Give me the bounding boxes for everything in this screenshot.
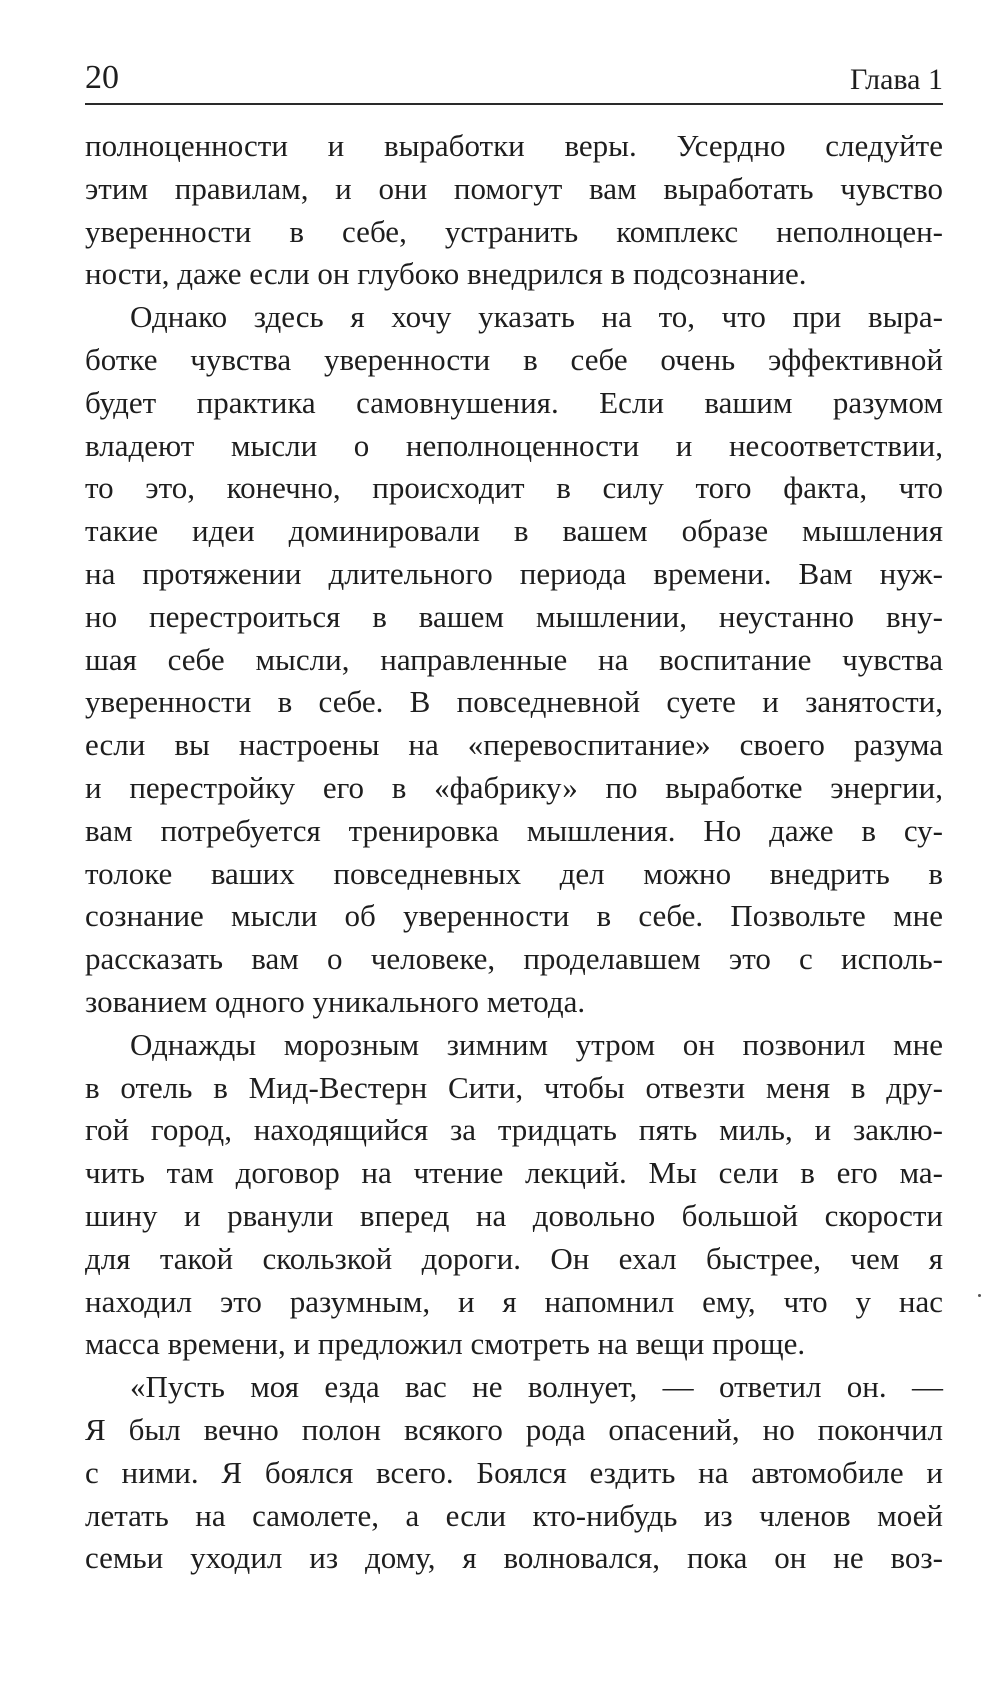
text-line: Я был вечно полон всякого рода опасений, но покончил (85, 1411, 943, 1447)
paragraph-2 (85, 296, 943, 1024)
text-line: вам потребуется тренировка мышления. Но даже в су- (85, 812, 943, 848)
text-line: рассказать вам о человеке, проделавшем это с исполь- (85, 941, 943, 977)
text-line: на протяжении длительного периода времени. Вам нуж- (85, 555, 943, 591)
margin-speck (978, 1294, 981, 1297)
chapter-title: Глава 1 (850, 63, 943, 96)
text-line: ности, даже если он глубоко внедрился в подсознание. (85, 256, 807, 292)
text-line: ботке чувства уверенности в себе очень эффективной (85, 341, 943, 377)
paragraph-3 (85, 1024, 943, 1366)
paragraph-1 (85, 125, 943, 296)
text-line: полноценности и выработки веры. Усердно следуйте (85, 128, 943, 163)
text-line: то это, конечно, происходит в силу того факта, что (85, 470, 943, 506)
text-line: шая себе мысли, направленные на воспитание чувства (85, 641, 943, 677)
text-line: находил это разумным, и я напомнил ему, что у нас (85, 1283, 943, 1319)
text-line: но перестроиться в вашем мышлении, неустанно вну- (85, 598, 943, 634)
text-line: толоке ваших повседневных дел можно внедрить в (85, 855, 943, 891)
text-line: для такой скользкой дороги. Он ехал быстрее, чем я (85, 1240, 943, 1276)
text-line: этим правилам, и они помогут вам выработать чувство (85, 170, 943, 206)
running-header (85, 55, 943, 105)
text-line: если вы настроены на «перевоспитание» своего разума (85, 727, 943, 763)
text-line: будет практика самовнушения. Если вашим разумом (85, 384, 943, 420)
page-number: 20 (85, 59, 119, 96)
text-line: гой город, находящийся за тридцать пять миль, и заклю- (85, 1112, 943, 1148)
text-line: Однажды морозным зимним утром он позвонил мне (130, 1026, 943, 1062)
text-line: «Пусть моя езда вас не волнует, — ответил он. — (130, 1369, 943, 1405)
text-line: с ними. Я боялся всего. Боялся ездить на автомобиле и (85, 1454, 943, 1490)
text-line: шину и рванули вперед на довольно большой скорости (85, 1197, 943, 1233)
text-line: Однако здесь я хочу указать на то, что при выра- (130, 299, 943, 335)
text-line: уверенности в себе, устранить комплекс неполноцен- (85, 213, 943, 249)
text-line: летать на самолете, а если кто-нибудь из членов моей (85, 1497, 943, 1533)
paragraph-4 (85, 1366, 943, 1580)
text-line: и перестройку его в «фабрику» по выработке энергии, (85, 769, 943, 805)
book-page (85, 55, 943, 1580)
text-line: в отель в Мид-Вестерн Сити, чтобы отвезти меня в дру- (85, 1069, 943, 1105)
text-line: уверенности в себе. В повседневной суете и занятости, (85, 684, 943, 720)
text-line: масса времени, и предложил смотреть на вещи проще. (85, 1326, 806, 1362)
text-line: сознание мысли об уверенности в себе. Позвольте мне (85, 898, 943, 934)
text-line: владеют мысли о неполноценности и несоответствии, (85, 427, 943, 463)
text-line: семьи уходил из дому, я волновался, пока он не воз- (85, 1540, 943, 1576)
body-text (85, 125, 943, 1580)
text-line: зованием одного уникального метода. (85, 983, 586, 1019)
text-line: такие идеи доминировали в вашем образе мышления (85, 513, 943, 549)
text-line: чить там договор на чтение лекций. Мы сели в его ма- (85, 1155, 943, 1191)
